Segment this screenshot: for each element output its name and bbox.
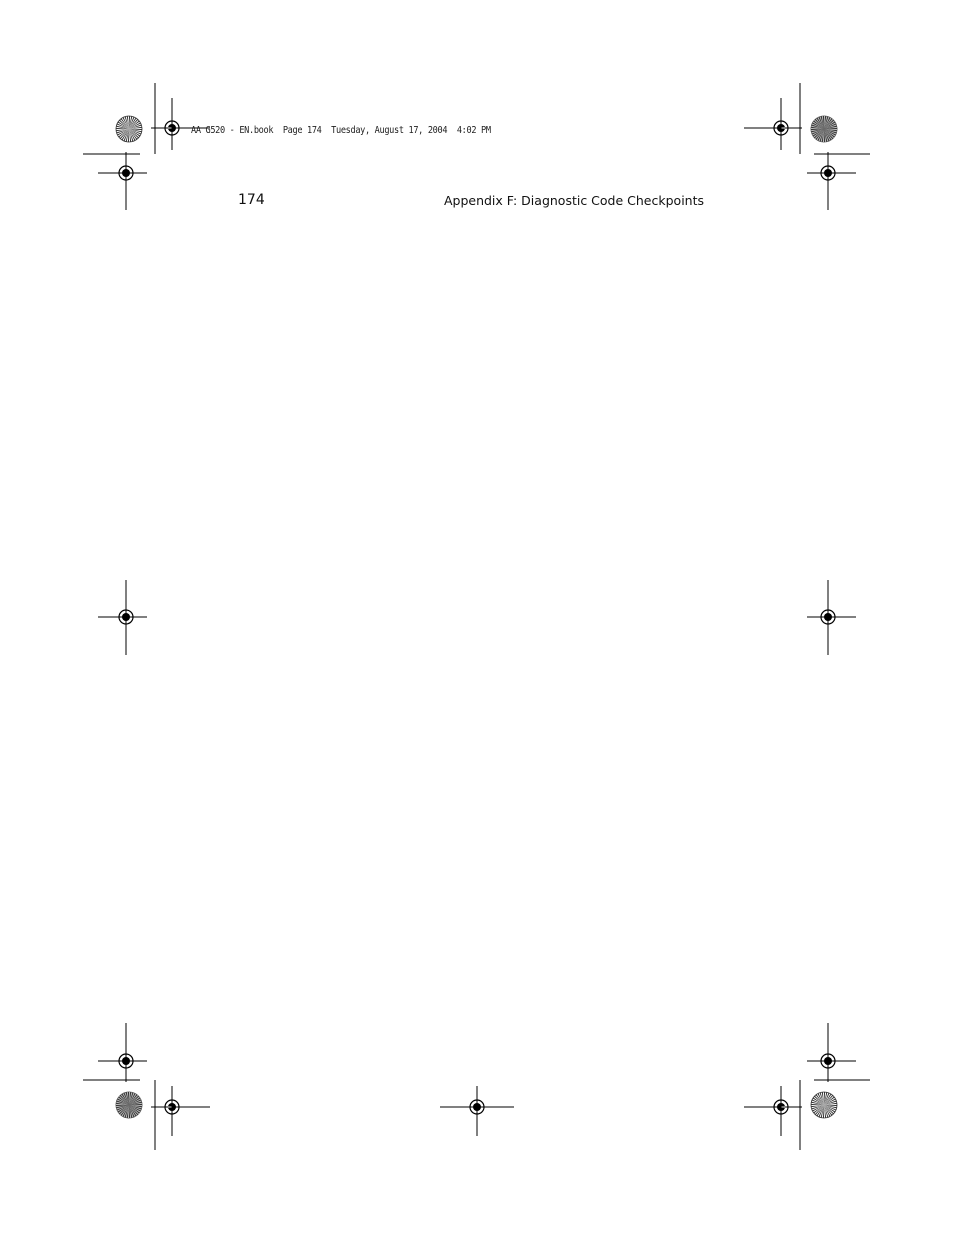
registration-tails — [98, 98, 856, 1136]
star-targets — [116, 116, 837, 1118]
star-target-icon — [116, 116, 142, 142]
star-target-icon — [811, 116, 837, 142]
star-target-icon — [116, 1092, 142, 1118]
crop-mark-bottom-right — [800, 1080, 870, 1150]
crop-mark-top-left — [83, 83, 155, 154]
star-target-icon — [811, 1092, 837, 1118]
crop-mark-bottom-left — [83, 1080, 155, 1150]
page-number: 174 — [238, 192, 265, 208]
crop-mark-top-right — [800, 83, 870, 154]
running-header-title: Appendix F: Diagnostic Code Checkpoints — [443, 193, 704, 208]
slug-line: AA G520 - EN.book Page 174 Tuesday, August 17, 2004 4:02 PM — [191, 125, 491, 136]
